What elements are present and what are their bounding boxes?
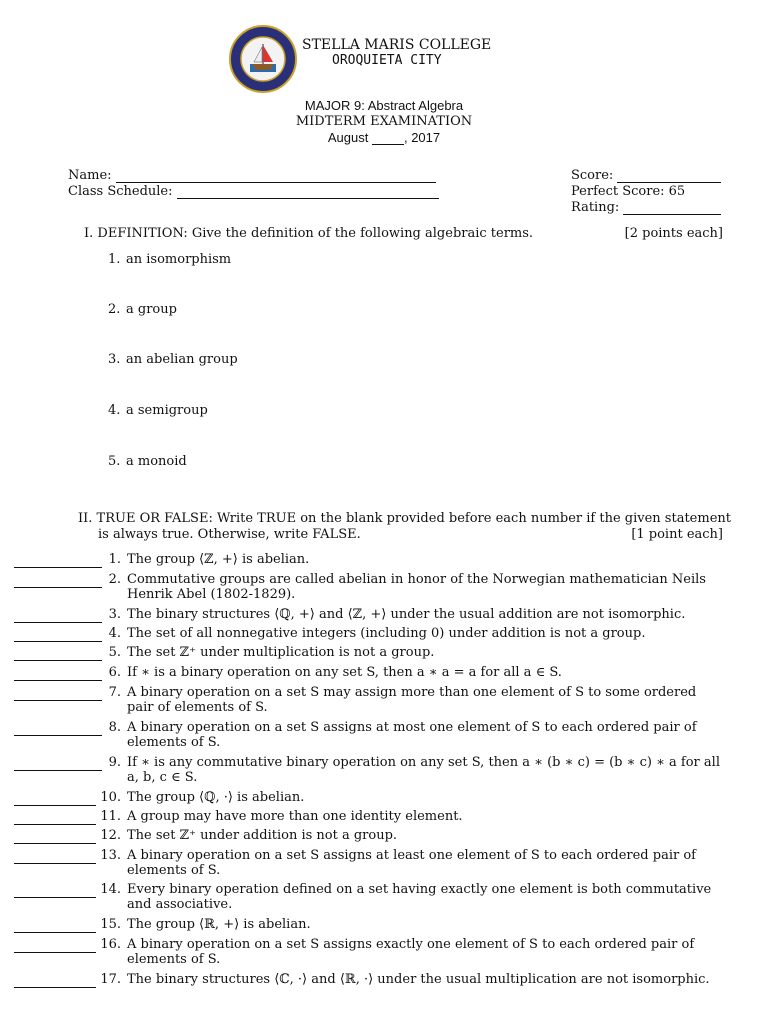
statement-text: A binary operation on a set S assigns at least one element of S to each ordered pair of elements of S. [127,848,696,878]
statement-text: A binary operation on a set S assigns at most one element of S to each ordered pair of elements of S. [127,720,697,750]
definition-item-number: 5. [108,454,121,469]
perfect-score: Perfect Score: 65 [571,184,686,199]
name-field [68,168,436,183]
college-city: OROQUIETA CITY [332,53,442,68]
statement-number: 6. [108,665,121,680]
statement-number: 12. [100,828,121,843]
answer-blank[interactable] [14,792,96,806]
statement-text: The set of all nonnegative integers (including 0) under addition is not a group. [127,626,646,641]
college-name: STELLA MARIS COLLEGE [302,37,492,53]
statement-text: Commutative groups are called abelian in honor of the Norwegian mathematician Neils Henrik Abel (1802-1829). [127,572,706,602]
definition-item-term: an isomorphism [126,252,232,267]
part2-heading: II. TRUE OR FALSE: Write TRUE on the blank provided before each number if the given statement [78,511,731,526]
answer-blank[interactable] [14,830,96,844]
answer-blank[interactable] [14,757,102,771]
statement-number: 8. [108,720,121,735]
statement-number: 17. [100,972,121,987]
score-blank [617,170,721,183]
statement-text: A binary operation on a set S may assign more than one element of S to some ordered pair of elements of S. [127,685,697,715]
statement-text: If ∗ is a binary operation on any set S, then a ∗ a = a for all a ∈ S. [127,665,562,680]
answer-blank[interactable] [14,850,96,864]
name-label: Name: [68,168,112,183]
answer-blank[interactable] [14,722,102,736]
college-seal [228,24,298,94]
answer-blank[interactable] [14,667,102,681]
schedule-label: Class Schedule: [68,184,173,199]
part1-points: [2 points each] [624,226,723,241]
statement-text: The binary structures ⟨ℂ, ·⟩ and ⟨ℝ, ·⟩ under the usual multiplication are not isomorphic. [127,972,710,987]
name-blank [116,170,436,183]
date-suffix: , 2017 [403,130,441,145]
rating-blank [623,202,721,215]
score-field [571,168,721,183]
schedule-blank [177,186,439,199]
definition-item-number: 2. [108,302,121,317]
statement-number: 11. [100,809,121,824]
answer-blank[interactable] [14,628,102,642]
definition-item-term: a group [126,302,177,317]
statement-number: 7. [108,685,121,700]
statement-text: The group ⟨ℚ, ·⟩ is abelian. [127,790,305,805]
statement-number: 1. [108,552,121,567]
answer-blank[interactable] [14,811,96,825]
answer-blank[interactable] [14,647,102,661]
statement-text: The set ℤ⁺ under multiplication is not a group. [127,645,435,660]
statement-text: Every binary operation defined on a set having exactly one element is both commutative and associative. [127,882,712,912]
statement-number: 4. [108,626,121,641]
schedule-field [68,184,439,199]
part1-heading: I. DEFINITION: Give the definition of the following algebraic terms. [84,226,534,241]
score-label: Score: [571,168,614,183]
answer-blank[interactable] [14,687,102,701]
statement-number: 14. [100,882,121,897]
rating-field [571,200,721,215]
statement-text: The group ⟨ℝ, +⟩ is abelian. [127,917,311,932]
statement-number: 3. [108,607,121,622]
statement-number: 10. [100,790,121,805]
statement-text: The binary structures ⟨ℚ, +⟩ and ⟨ℤ, +⟩ under the usual addition are not isomorphic. [127,607,686,622]
statement-number: 13. [100,848,121,863]
statement-number: 15. [100,917,121,932]
statement-number: 5. [108,645,121,660]
answer-blank[interactable] [14,554,102,568]
answer-blank[interactable] [14,574,102,588]
answer-blank[interactable] [14,609,102,623]
statement-text: A group may have more than one identity element. [127,809,463,824]
statement-number: 9. [108,755,121,770]
definition-item-term: a semigroup [126,403,208,418]
statement-number: 16. [100,937,121,952]
exam-date [0,130,768,145]
date-prefix: August [327,130,369,145]
statement-text: If ∗ is any commutative binary operation on any set S, then a ∗ (b ∗ c) = (b ∗ c) ∗ a for all a, b, c ∈ S. [127,755,720,785]
date-day-blank [372,132,404,145]
course-title: MAJOR 9: Abstract Algebra [304,98,464,113]
definition-item-number: 3. [108,352,121,367]
answer-blank[interactable] [14,974,96,988]
statement-text: The group ⟨ℤ, +⟩ is abelian. [127,552,310,567]
part2-points: [1 point each] [631,527,723,542]
statement-text: A binary operation on a set S assigns exactly one element of S to each ordered pair of elements of S. [127,937,695,967]
answer-blank[interactable] [14,884,96,898]
definition-item-number: 4. [108,403,121,418]
answer-blank[interactable] [14,939,96,953]
answer-blank[interactable] [14,919,96,933]
definition-item-number: 1. [108,252,121,267]
rating-label: Rating: [571,200,620,215]
part2-heading-line2: is always true. Otherwise, write FALSE. [98,527,361,542]
statement-text: The set ℤ⁺ under addition is not a group. [127,828,398,843]
definition-item-term: a monoid [126,454,187,469]
exam-title: MIDTERM EXAMINATION [295,114,473,129]
definition-item-term: an abelian group [126,352,238,367]
statement-number: 2. [108,572,121,587]
